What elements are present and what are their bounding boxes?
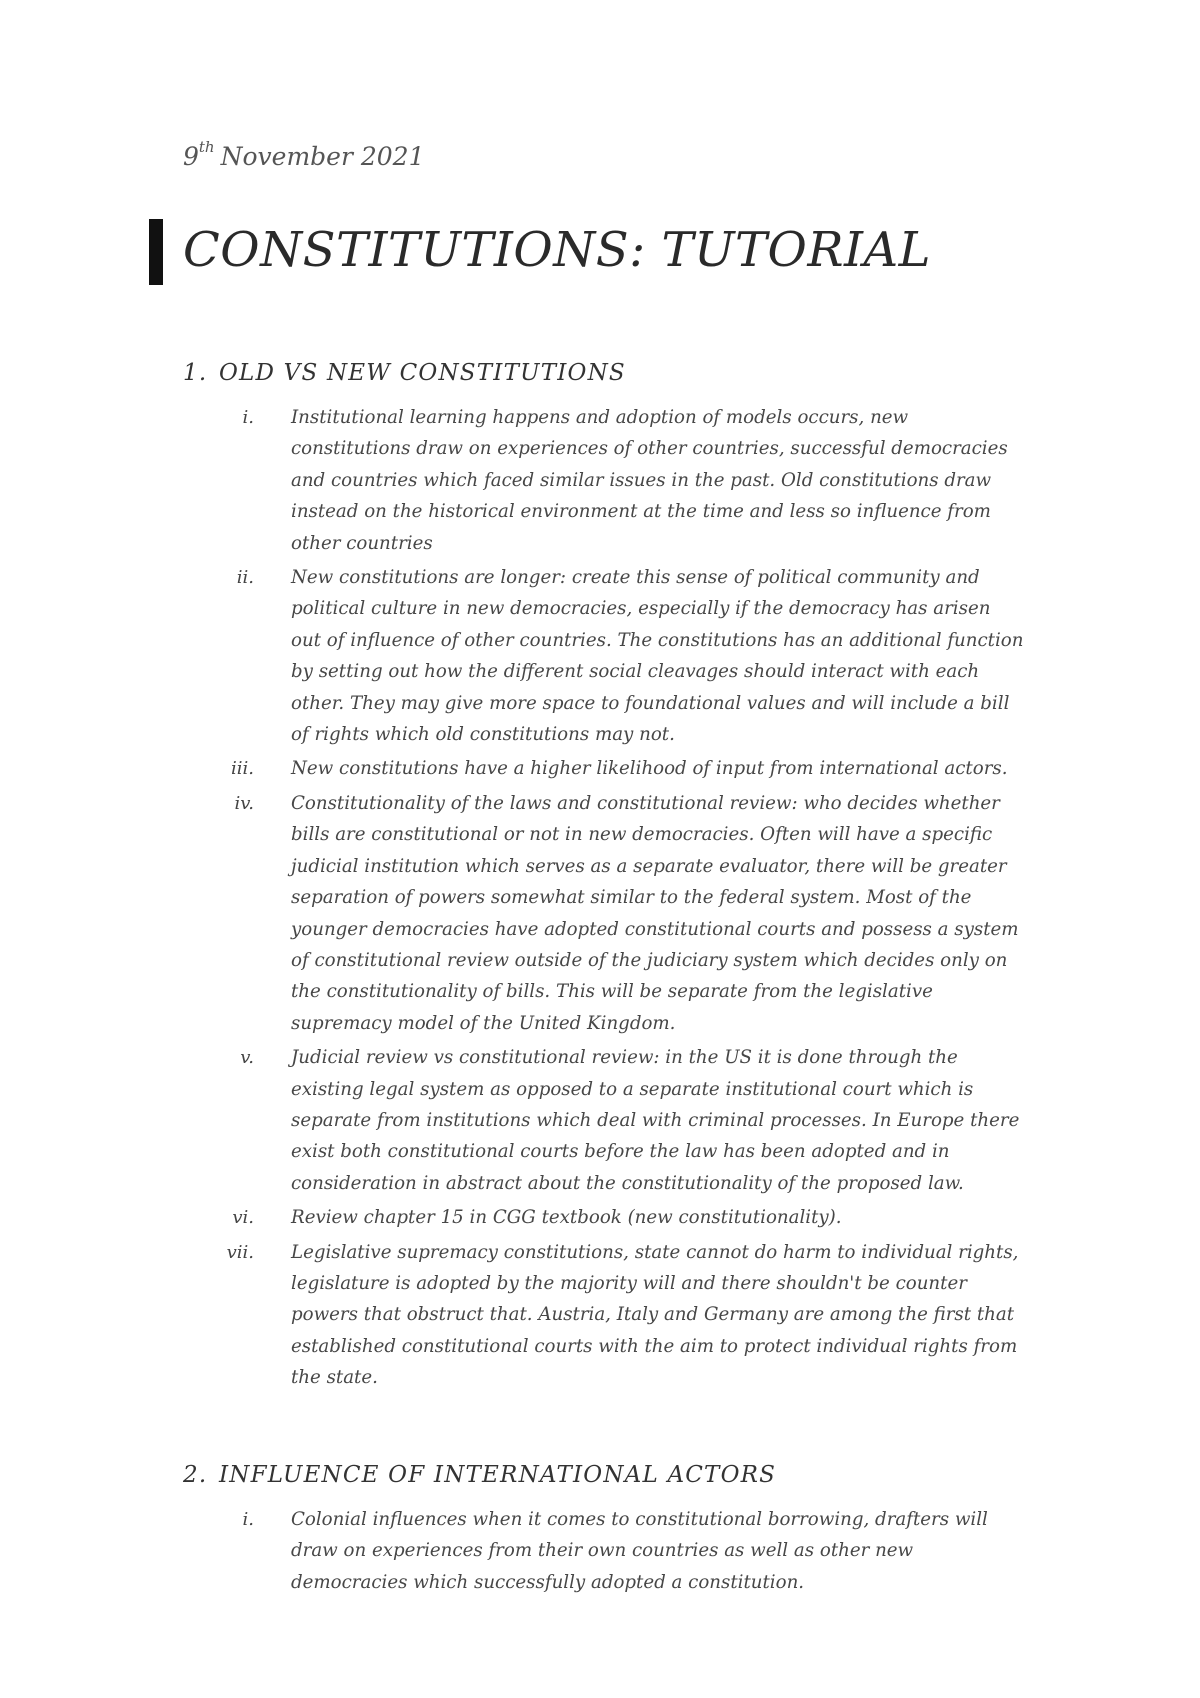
list-item-text: Constitutionality of the laws and constitutional review: who decides whether bills are constitutional or not in new democracies. Often will have a specific judicial institution which serves as a separate evaluator, there will be greater separation of powers somewhat similar to the federal system. Most of the younger democracies have adopted constitutional courts and possess a system of constitutional review outside of the judiciary system which decides only on the constitutionality of bills. This will be separate from the legislative supremacy model of the United Kingdom.: [291, 792, 1019, 1034]
date-month-year: November 2021: [220, 142, 425, 171]
document-title: CONSTITUTIONS: TUTORIAL: [183, 222, 932, 278]
section-title: OLD VS NEW CONSTITUTIONS: [219, 360, 626, 386]
section-number: 1.: [183, 360, 208, 386]
list-item-numeral: vi.: [232, 1207, 254, 1229]
list-item-text: Judicial review vs constitutional review: in the US it is done through the existing legal system as opposed to a separate institutional court which is separate from institutions which deal with criminal processes. In Europe there exist both constitutional courts before the law has been adopted and in consideration in abstract about the constitutionality of the proposed law.: [291, 1047, 1020, 1194]
section-number: 2.: [183, 1462, 208, 1488]
list-item-text: Legislative supremacy constitutions, state cannot do harm to individual rights, legislature is adopted by the majority will and there shouldn't be counter powers that obstruct that. Austria, Italy and Germany are among the first that established constitutional courts with the aim to protect individual rights from the state.: [291, 1241, 1019, 1389]
list-item: [0, 1504, 1200, 1598]
section-title: INFLUENCE OF INTERNATIONAL ACTORS: [219, 1462, 777, 1488]
section-1-list: [0, 402, 1200, 1397]
list-item-numeral: i.: [242, 1509, 254, 1530]
list-item-numeral: iv.: [234, 792, 254, 814]
list-item-numeral: iii.: [231, 758, 254, 780]
list-item-numeral: ii.: [236, 567, 254, 589]
list-item-text: New constitutions have a higher likelihood of input from international actors.: [291, 758, 1008, 780]
list-item: [0, 753, 1200, 784]
list-item: [0, 788, 1200, 1039]
title-accent-bar: [149, 219, 163, 285]
list-item-text: New constitutions are longer: create this sense of political community and political culture in new democracies, especially if the democracy has arisen out of influence of other countries. The constitutions has an additional function by setting out how the different social cleavages should interact with each other. They may give more space to foundational values and will include a bill of rights which old constitutions may not.: [291, 567, 1024, 746]
date-suffix: th: [198, 138, 215, 156]
list-item-text: Institutional learning happens and adoption of models occurs, new constitutions draw on experiences of other countries, successful democracies and countries which faced similar issues in the past. Old constitutions draw instead on the historical environment at the time and less so influence from other countries: [291, 407, 1008, 554]
list-item: [0, 562, 1200, 750]
date-day: 9: [183, 142, 199, 171]
list-item: [0, 1202, 1200, 1233]
list-item-text: Colonial influences when it comes to constitutional borrowing, drafters will draw on experiences from their own countries as well as other new democracies which successfully adopted a constitution.: [291, 1509, 988, 1593]
section-heading-2: [183, 1462, 776, 1488]
section-2-list: [0, 1504, 1200, 1601]
list-item: [0, 1237, 1200, 1394]
document-date: [183, 138, 425, 171]
list-item: [0, 1042, 1200, 1199]
list-item: [0, 402, 1200, 559]
list-item-numeral: i.: [242, 407, 254, 428]
section-heading-1: [183, 360, 626, 386]
list-item-text: Review chapter 15 in CGG textbook (new constitutionality).: [291, 1207, 842, 1229]
list-item-numeral: vii.: [226, 1241, 254, 1263]
list-item-numeral: v.: [240, 1047, 254, 1069]
